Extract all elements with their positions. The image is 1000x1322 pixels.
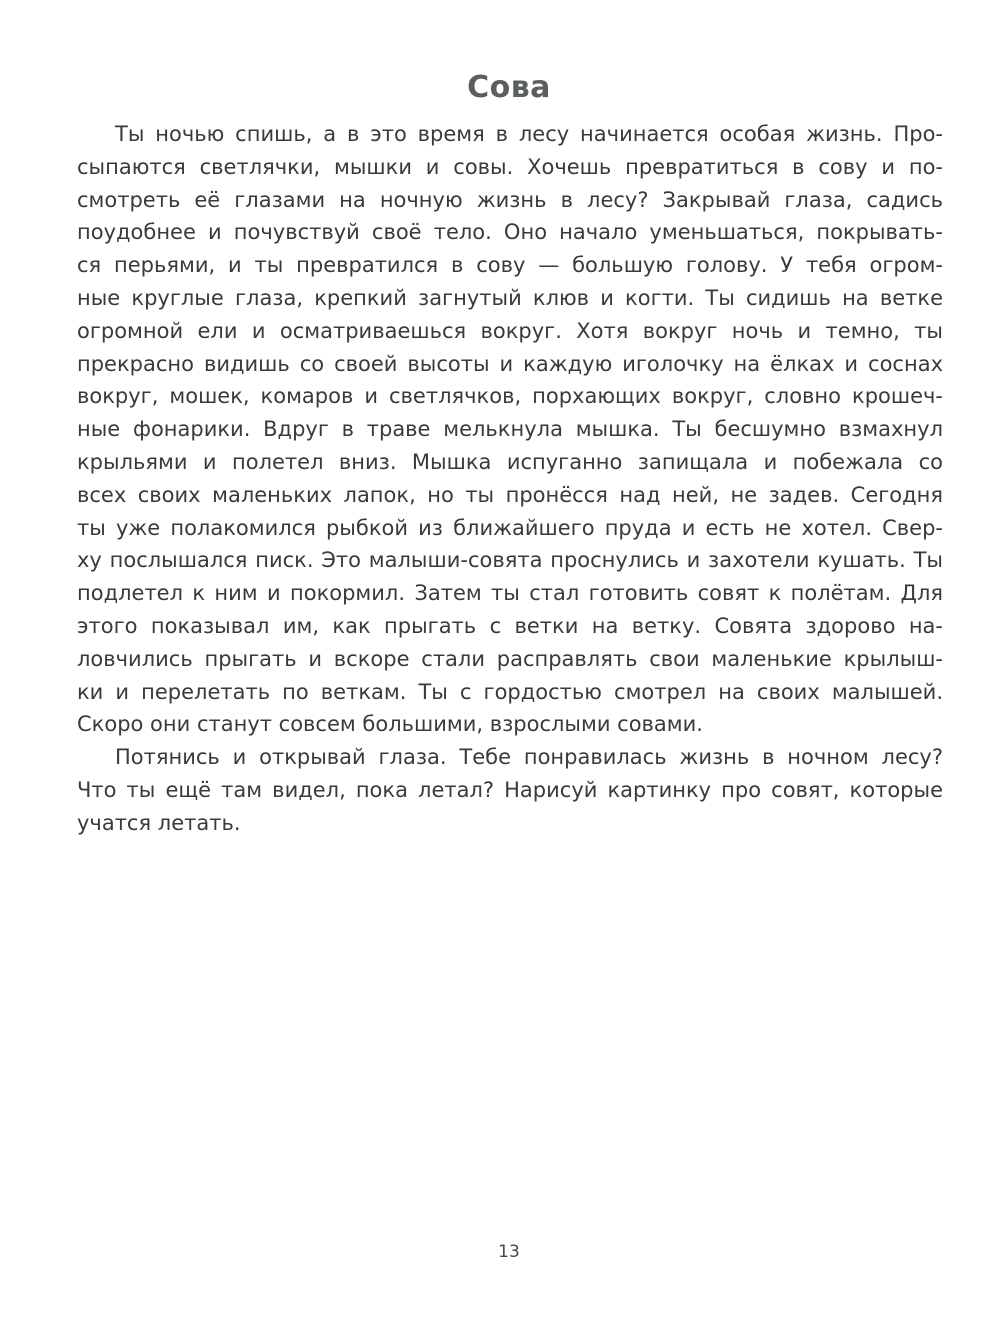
text-line: подлетел к ним и покормил. Затем ты стал готовить совят к полётам. Для bbox=[77, 581, 943, 606]
text-line: Что ты ещё там видел, пока летал? Нарисуй картинку про совят, которые bbox=[77, 777, 943, 802]
text-line: огромной ели и осматриваешься вокруг. Хотя вокруг ночь и темно, ты bbox=[77, 318, 943, 343]
text-line: учатся летать. bbox=[77, 810, 241, 835]
text-line: ху послышался писк. Это малыши-совята проснулись и захотели кушать. Ты bbox=[77, 548, 943, 573]
text-line: ные фонарики. Вдруг в траве мелькнула мышка. Ты бесшумно взмахнул bbox=[77, 417, 943, 442]
text-line: Скоро они станут совсем большими, взрослыми совами. bbox=[77, 712, 703, 737]
text-line: ки и перелетать по веткам. Ты с гордостью смотрел на своих малышей. bbox=[77, 679, 943, 704]
paragraph-1 bbox=[77, 118, 943, 741]
text-line: ся перьями, и ты превратился в сову — большую голову. У тебя огром- bbox=[77, 253, 943, 278]
page-title: Сова bbox=[467, 70, 551, 105]
text-line: ты уже полакомился рыбкой из ближайшего пруда и есть не хотел. Свер- bbox=[77, 515, 943, 540]
text-line: всех своих маленьких лапок, но ты пронёсся над ней, не задев. Сегодня bbox=[77, 482, 943, 507]
text-line: поудобнее и почувствуй своё тело. Оно начало уменьшаться, покрывать- bbox=[77, 220, 943, 245]
text-line: Ты ночью спишь, а в это время в лесу начинается особая жизнь. Про- bbox=[115, 122, 943, 146]
text-line: сыпаются светлячки, мышки и совы. Хочешь превратиться в сову и по- bbox=[77, 154, 943, 179]
page-number: 13 bbox=[498, 1242, 520, 1262]
text-line: смотреть её глазами на ночную жизнь в лесу? Закрывай глаза, садись bbox=[77, 187, 943, 212]
text-line: вокруг, мошек, комаров и светлячков, порхающих вокруг, словно крошеч- bbox=[77, 384, 943, 409]
text-line: ные круглые глаза, крепкий загнутый клюв и когти. Ты сидишь на ветке bbox=[77, 285, 943, 310]
story-text bbox=[77, 118, 943, 840]
text-line: прекрасно видишь со своей высоты и каждую иголочку на ёлках и соснах bbox=[77, 351, 943, 376]
paragraph-2 bbox=[77, 741, 943, 839]
text-line: ловчились прыгать и вскоре стали расправлять свои маленькие крылыш- bbox=[77, 646, 943, 671]
text-line: Потянись и открывай глаза. Тебе понравилась жизнь в ночном лесу? bbox=[115, 745, 943, 770]
text-line: этого показывал им, как прыгать с ветки на ветку. Совята здорово на- bbox=[77, 613, 943, 638]
text-line: крыльями и полетел вниз. Мышка испуганно запищала и побежала со bbox=[77, 449, 943, 474]
